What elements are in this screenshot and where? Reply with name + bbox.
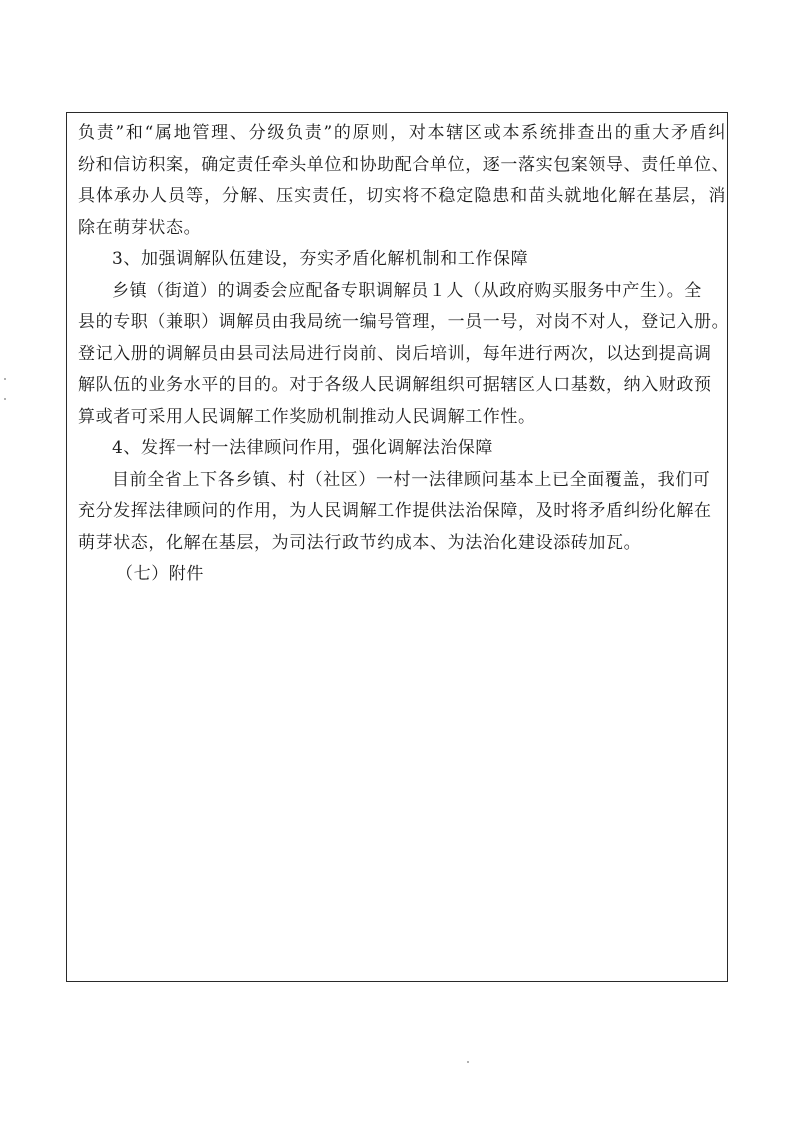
- paragraph-line: 县的专职（兼职）调解员由我局统一编号管理，一员一号，对岗不对人，登记入册。: [78, 312, 730, 332]
- paragraph-line: 算或者可采用人民调解工作奖励机制推动人民调解工作性。: [78, 406, 536, 427]
- paragraph-line: 乡镇（街道）的调委会应配备专职调解员１人（从政府购买服务中产生）。全: [112, 280, 702, 301]
- section-heading-4: 4、发挥一村一法律顾问作用，强化调解法治保障: [112, 438, 494, 458]
- paragraph-line: 纷和信访积案，确定责任牵头单位和协助配合单位，逐一落实包案领导、责任单位、: [78, 154, 730, 175]
- scan-speck: [467, 1061, 469, 1063]
- scan-speck: [4, 378, 6, 380]
- paragraph-line: 登记入册的调解员由县司法局进行岗前、岗后培训，每年进行两次，以达到提高调: [78, 343, 712, 364]
- paragraph-line: 解队伍的业务水平的目的。对于各级人民调解组织可据辖区人口基数，纳入财政预: [78, 375, 712, 395]
- paragraph-line: 目前全省上下各乡镇、村（社区）一村一法律顾问基本上已全面覆盖，我们可: [112, 469, 711, 490]
- paragraph-line: 负责”和“属地管理、分级负责”的原则，对本辖区或本系统排查出的重大矛盾纠: [78, 123, 726, 143]
- section-heading-3: 3、加强调解队伍建设，夯实矛盾化解机制和工作保障: [112, 249, 529, 269]
- paragraph-line: 充分发挥法律顾问的作用，为人民调解工作提供法治保障，及时将矛盾纠纷化解在: [78, 501, 712, 521]
- document-body: [78, 118, 728, 591]
- scan-speck: [4, 398, 6, 400]
- paragraph-line: 除在萌芽状态。: [78, 217, 202, 238]
- paragraph-line: 具体承办人员等，分解、压实责任，切实将不稳定隐患和苗头就地化解在基层，消: [78, 186, 726, 206]
- paragraph-line: 萌芽状态，化解在基层，为司法行政节约成本、为法治化建设添砖加瓦。: [78, 532, 642, 553]
- section-heading-attachments: （七）附件: [116, 564, 204, 584]
